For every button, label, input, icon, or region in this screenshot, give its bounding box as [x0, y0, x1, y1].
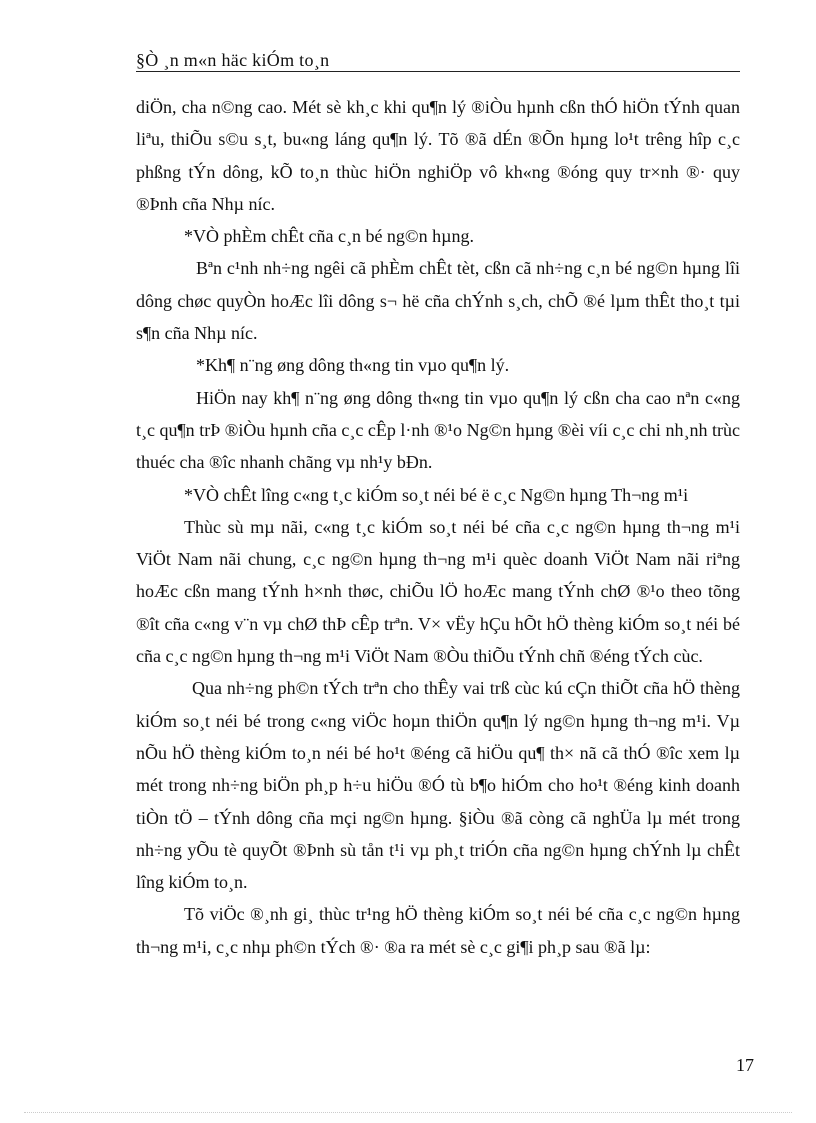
paragraph-internal-control-quality: Thùc sù mµ nãi, c«ng t¸c kiÓm so¸t néi bé cña c¸c ng©n hµng th¬ng m¹i ViÖt Nam nãi chung, c¸c ng©n hµng th¬ng m¹i quèc doanh ViÖt Nam nãi riªng hoÆc cßn mang tÝnh h×nh thøc, chiÕu lÖ hoÆc mang tÝnh chØ ®¹o theo tõng ®ît cña c«ng v¨n vµ chØ thÞ cÊp trªn. V× vËy hÇu hÕt hÖ thèng kiÓm so¸t néi bé cña c¸c ng©n hµng th¬ng m¹i ViÖt Nam ®Òu thiÕu tÝnh chñ ®éng tÝch cùc.	[136, 516, 740, 667]
paragraph-analysis-summary: Qua nh÷ng ph©n tÝch trªn cho thÊy vai trß cùc kú cÇn thiÕt cña hÖ thèng kiÓm so¸t néi bé trong c«ng viÖc hoµn thiÖn qu¶n lý ng©n hµng th¬ng m¹i. Vµ nÕu hÖ thèng kiÓm to¸n néi bé ho¹t ®éng cã hiÖu qu¶ th× nã cã thÓ ®îc xem lµ mét trong nh÷ng biÖn ph¸p h÷u hiÖu ®Ó tù b¶o hiÓm cho ho¹t ®éng kinh doanh tiÒn tÖ – tÝnh dông cña mçi ng©n hµng. §iÒu ®ã còng cã nghÜa lµ mét trong nh÷ng yÕu tè quyÕt ®Þnh sù tån t¹i vµ ph¸t triÓn cña ng©n hµng chÝnh lµ chÊt lîng kiÓm to¸n.	[136, 678, 740, 893]
page-number: 17	[736, 1055, 754, 1075]
heading-it-capability: *Kh¶ n¨ng øng dông th«ng tin vµo qu¶n lý.	[196, 355, 510, 376]
heading-staff-quality: *VÒ phÈm chÊt cña c¸n bé ng©n hµng.	[184, 226, 474, 247]
paragraph-it-capability: HiÖn nay kh¶ n¨ng øng dông th«ng tin vµo qu¶n lý cßn cha cao nªn c«ng t¸c qu¶n trÞ ®iÒu hµnh cña c¸c cÊp l·nh ®¹o Ng©n hµng ®èi víi c¸c chi nh¸nh trùc thuéc cha ®îc nhanh chãng vµ nh¹y bÐn.	[136, 387, 740, 473]
page-bottom-divider	[24, 1112, 792, 1113]
paragraph-solutions-intro: Tõ viÖc ®¸nh gi¸ thùc tr¹ng hÖ thèng kiÓm so¸t néi bé cña c¸c ng©n hµng th¬ng m¹i, c¸c nhµ ph©n tÝch ®· ®a ra mét sè c¸c gi¶i ph¸p sau ®ã lµ:	[136, 904, 740, 957]
paragraph-management-continued: diÖn, cha n©ng cao. Mét sè kh¸c khi qu¶n lý ®iÒu hµnh cßn thÓ hiÖn tÝnh quan liªu, thiÕu s©u s¸t, bu«ng láng qu¶n lý. Tõ ®ã dÉn ®Õn hµng lo¹t trêng hîp c¸c phßng tÝn dông, kÕ to¸n thùc hiÖn nghiÖp vô kh«ng ®óng quy tr×nh ®· quy ®Þnh cña Nhµ níc.	[136, 97, 740, 214]
header-divider	[136, 71, 740, 72]
heading-internal-control-quality: *VÒ chÊt lîng c«ng t¸c kiÓm so¸t néi bé ë c¸c Ng©n hµng Th¬ng m¹i	[184, 484, 689, 505]
page-header: §Ò ¸n m«n häc kiÓm to¸n	[136, 50, 330, 70]
paragraph-staff-quality: Bªn c¹nh nh÷ng ngêi cã phÈm chÊt tèt, cßn cã nh÷ng c¸n bé ng©n hµng lîi dông chøc quyÒn hoÆc lîi dông s¬ hë cña chÝnh s¸ch, chÕ ®é lµm thÊt tho¸t tµi s¶n cña Nhµ níc.	[136, 258, 740, 344]
document-body	[136, 91, 740, 963]
